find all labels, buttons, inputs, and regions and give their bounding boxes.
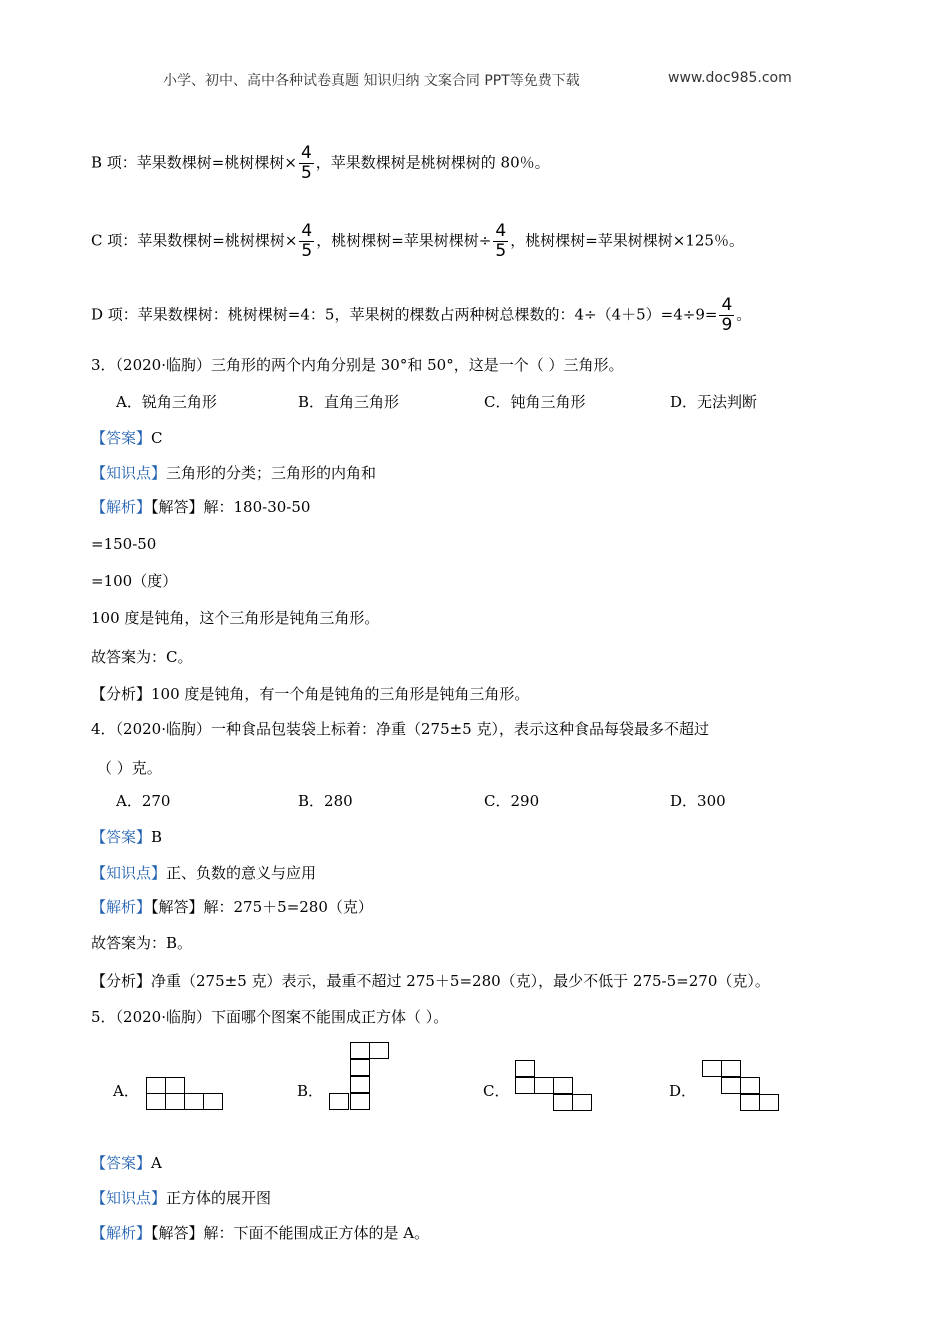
analysis-tag: 【解析】 <box>91 498 152 516</box>
net-cell <box>553 1094 573 1111</box>
q5-label-b: B． <box>297 1082 324 1100</box>
answer-value: A <box>151 1154 162 1172</box>
q4-option-a: A．270 <box>116 792 171 810</box>
header-site-url[interactable]: www.doc985.com <box>668 70 792 86</box>
fraction-4-5 <box>299 222 314 261</box>
net-cell <box>203 1093 223 1110</box>
fraction-denominator: 9 <box>721 315 733 335</box>
fraction-numerator: 4 <box>495 221 507 241</box>
fraction-4-5 <box>299 144 314 183</box>
q3-knowledge <box>91 463 376 483</box>
analysis-tag: 【解析】 <box>91 898 152 916</box>
fraction-4-9 <box>719 296 734 335</box>
fraction-denominator: 5 <box>300 163 312 183</box>
net-cell <box>534 1077 554 1094</box>
item-d-line <box>91 296 751 335</box>
item-c-text-mid: ，桃树棵树=苹果树棵树÷ <box>316 231 492 250</box>
q3-option-c: C．钝角三角形 <box>484 393 586 411</box>
knowledge-text: 正方体的展开图 <box>166 1189 272 1207</box>
q5-label-d: D． <box>669 1082 697 1100</box>
net-cell <box>146 1093 166 1110</box>
q3-answer <box>91 428 163 448</box>
q3-summary: 【分析】100 度是钝角，有一个角是钝角的三角形是钝角三角形。 <box>91 685 530 703</box>
net-cell <box>721 1060 741 1077</box>
knowledge-tag: 【知识点】 <box>91 1189 167 1207</box>
net-cell <box>146 1077 166 1094</box>
net-cell <box>350 1076 370 1093</box>
q3-step-1: =150-50 <box>91 535 157 553</box>
net-cell <box>702 1060 722 1077</box>
q4-option-c: C．290 <box>484 792 540 810</box>
q4-stem: 4．（2020·临朐）一种食品包装袋上标着：净重（275±5 克），表示这种食品每袋最多不超过 <box>91 720 709 738</box>
q4-option-b: B．280 <box>298 792 353 810</box>
answer-value: C <box>151 429 163 447</box>
analysis-text: 【解答】解：下面不能围成正方体的是 A。 <box>151 1224 430 1242</box>
net-cell <box>350 1059 370 1076</box>
analysis-text: 【解答】解：180-30-50 <box>151 498 311 516</box>
q5-stem: 5．（2020·临朐）下面哪个图案不能围成正方体（ ）。 <box>91 1008 449 1026</box>
q4-answer <box>91 827 162 847</box>
answer-tag: 【答案】 <box>91 1154 152 1172</box>
net-cell <box>740 1077 760 1094</box>
q3-option-a: A．锐角三角形 <box>116 393 217 411</box>
knowledge-text: 三角形的分类；三角形的内角和 <box>166 464 377 482</box>
q4-summary: 【分析】净重（275±5 克）表示，最重不超过 275＋5=280（克），最少不低于 275-5=270（克）。 <box>91 972 770 990</box>
item-b-line <box>91 144 550 183</box>
fraction-denominator: 5 <box>495 241 507 261</box>
net-cell <box>515 1077 535 1094</box>
net-cell <box>165 1093 185 1110</box>
q3-analysis <box>91 497 310 517</box>
item-b-text-end: ，苹果数棵树是桃树棵树的 80％。 <box>315 153 550 172</box>
q4-step-1: 故答案为：B。 <box>91 934 193 952</box>
item-c-line <box>91 222 744 261</box>
q3-option-b: B．直角三角形 <box>298 393 400 411</box>
net-cell <box>740 1094 760 1111</box>
answer-value: B <box>151 828 163 846</box>
q4-knowledge <box>91 863 316 883</box>
q5-analysis <box>91 1223 429 1243</box>
net-cell <box>369 1042 389 1059</box>
q4-stem-cont: （ ）克。 <box>97 759 162 777</box>
net-cell <box>553 1077 573 1094</box>
q5-answer <box>91 1153 162 1173</box>
net-cell <box>721 1077 741 1094</box>
net-cell <box>350 1093 370 1110</box>
net-cell <box>329 1093 349 1110</box>
fraction-numerator: 4 <box>301 221 313 241</box>
analysis-text: 【解答】解：275＋5=280（克） <box>151 898 373 916</box>
answer-tag: 【答案】 <box>91 429 152 447</box>
answer-tag: 【答案】 <box>91 828 152 846</box>
q3-step-4: 故答案为：C。 <box>91 648 193 666</box>
knowledge-text: 正、负数的意义与应用 <box>166 864 317 882</box>
item-c-text: C 项：苹果数棵树=桃树棵树× <box>91 231 298 250</box>
fraction-numerator: 4 <box>721 295 733 315</box>
q3-step-2: =100（度） <box>91 572 178 590</box>
net-cell <box>759 1094 779 1111</box>
header-ad-text: 小学、初中、高中各种试卷真题 知识归纳 文案合同 PPT等免费下载 <box>163 73 580 89</box>
knowledge-tag: 【知识点】 <box>91 864 167 882</box>
fraction-numerator: 4 <box>300 143 312 163</box>
knowledge-tag: 【知识点】 <box>91 464 167 482</box>
q3-option-d: D．无法判断 <box>670 393 758 411</box>
item-c-text-end: ，桃树棵树=苹果树棵树×125％。 <box>510 231 744 250</box>
fraction-4-5-second <box>493 222 508 261</box>
item-d-text: D 项：苹果数棵树：桃树棵树=4：5，苹果树的棵数占两种树总棵数的：4÷（4＋5）=4÷9= <box>91 305 718 324</box>
q4-analysis <box>91 897 373 917</box>
q4-option-d: D．300 <box>670 792 726 810</box>
net-cell <box>350 1042 370 1059</box>
q5-label-c: C． <box>483 1082 510 1100</box>
item-b-text: B 项：苹果数棵树=桃树棵树× <box>91 153 297 172</box>
analysis-tag: 【解析】 <box>91 1224 152 1242</box>
fraction-denominator: 5 <box>301 241 313 261</box>
item-d-text-end: 。 <box>736 305 752 324</box>
q5-label-a: A． <box>113 1082 139 1100</box>
net-cell <box>572 1094 592 1111</box>
net-cell <box>165 1077 185 1094</box>
net-cell <box>184 1093 204 1110</box>
q3-step-3: 100 度是钝角，这个三角形是钝角三角形。 <box>91 609 380 627</box>
q5-knowledge <box>91 1188 271 1208</box>
q3-stem: 3．（2020·临朐）三角形的两个内角分别是 30°和 50°，这是一个（ ）三角形。 <box>91 356 624 374</box>
net-cell <box>515 1060 535 1077</box>
